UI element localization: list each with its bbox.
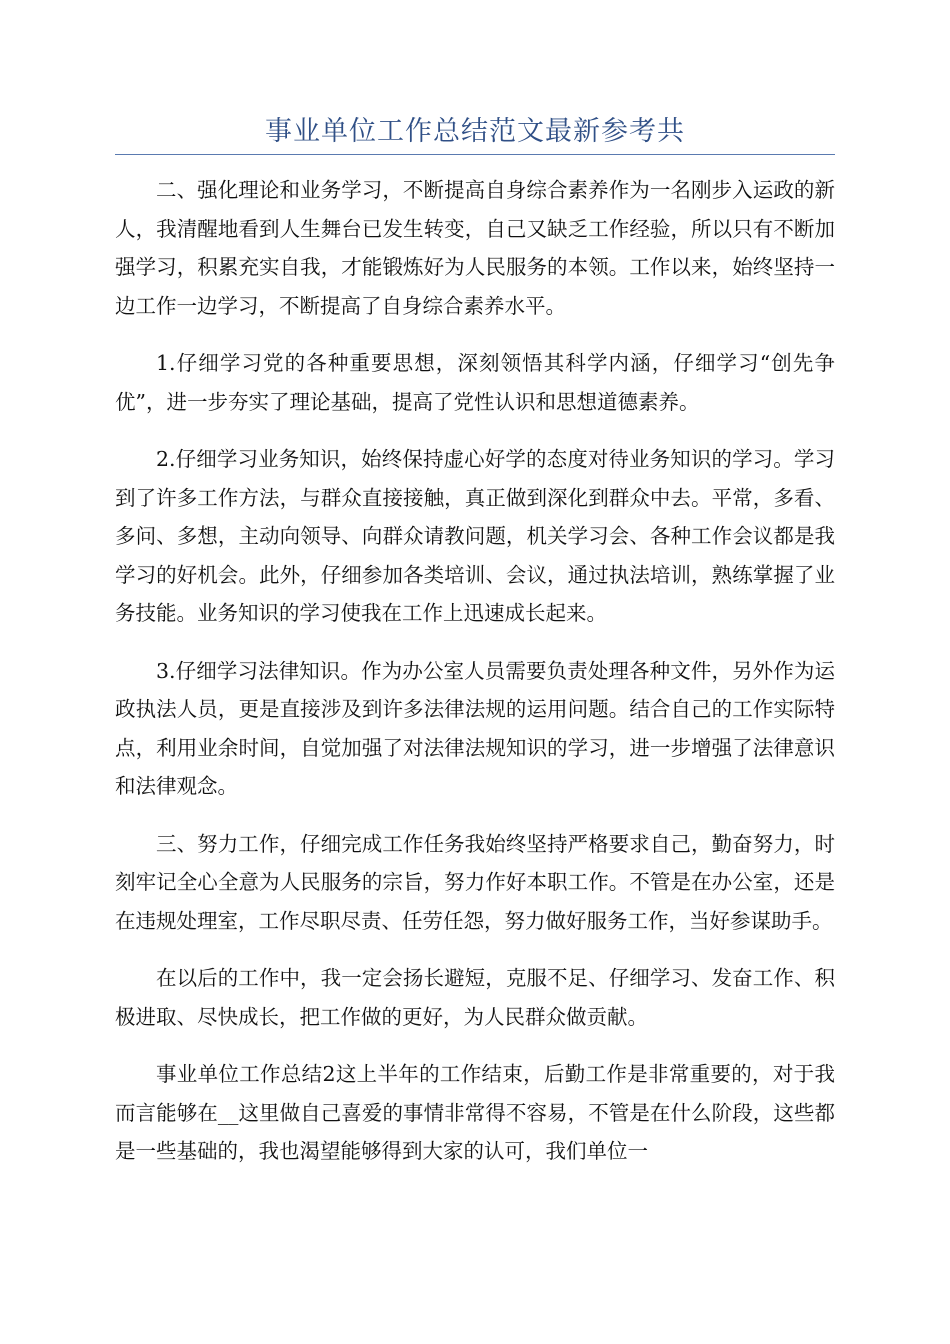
paragraph: 1.仔细学习党的各种重要思想，深刻领悟其科学内涵，仔细学习“创先争优”，进一步夯实了理论基础，提高了党性认识和思想道德素养。 — [115, 351, 835, 414]
document-title: 事业单位工作总结范文最新参考共 — [265, 116, 685, 147]
paragraph: 在以后的工作中，我一定会扬长避短，克服不足、仔细学习、发奋工作、积极进取、尽快成长，把工作做的更好，为人民群众做贡献。 — [115, 966, 835, 1029]
paragraph: 2.仔细学习业务知识，始终保持虚心好学的态度对待业务知识的学习。学习到了许多工作方法，与群众直接接触，真正做到深化到群众中去。平常，多看、多问、多想，主动向领导、向群众请教问题，机关学习会、各种工作会议都是我学习的好机会。此外，仔细参加各类培训、会议，通过执法培训，熟练掌握了业务技能。业务知识的学习使我在工作上迅速成长起来。 — [115, 447, 835, 625]
paragraph: 三、努力工作，仔细完成工作任务我始终坚持严格要求自己，勤奋努力，时刻牢记全心全意为人民服务的宗旨，努力作好本职工作。不管是在办公室，还是在违规处理室，工作尽职尽责、任劳任怨，努力做好服务工作，当好参谋助手。 — [115, 831, 835, 933]
paragraph: 3.仔细学习法律知识。作为办公室人员需要负责处理各种文件，另外作为运政执法人员，更是直接涉及到许多法律法规的运用问题。结合自己的工作实际特点，利用业余时间，自觉加强了对法律法规知识的学习，进一步增强了法律意识和法律观念。 — [115, 658, 835, 798]
document-body — [115, 171, 835, 1190]
title-underline — [115, 154, 835, 155]
paragraph: 二、强化理论和业务学习，不断提高自身综合素养作为一名刚步入运政的新人，我清醒地看到人生舞台已发生转变，自己又缺乏工作经验，所以只有不断加强学习，积累充实自我，才能锻炼好为人民服务的本领。工作以来，始终坚持一边工作一边学习，不断提高了自身综合素养水平。 — [115, 178, 835, 318]
paragraph: 事业单位工作总结2这上半年的工作结束，后勤工作是非常重要的，对于我而言能够在__这里做自己喜爱的事情非常得不容易，不管是在什么阶段，这些都是一些基础的，我也渴望能够得到大家的认可，我们单位一 — [115, 1062, 835, 1163]
